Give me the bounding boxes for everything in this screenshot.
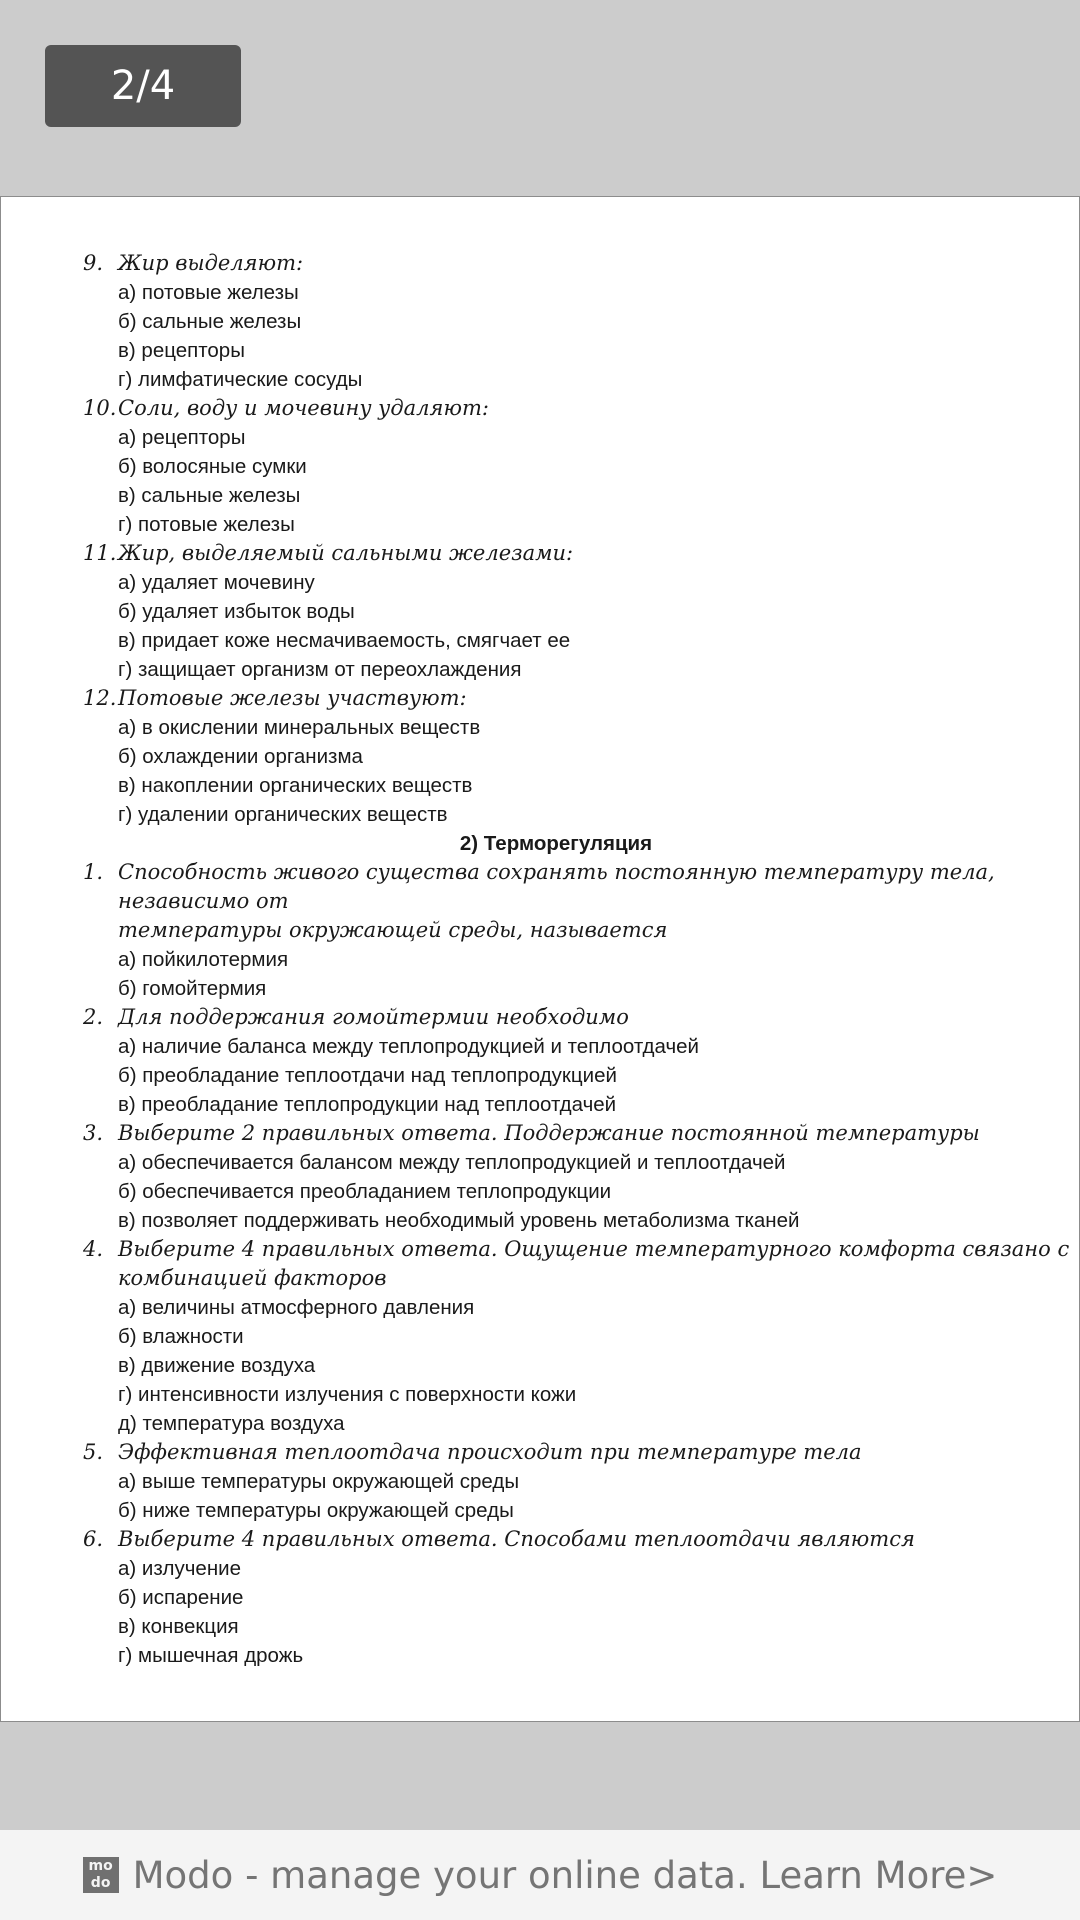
question — [83, 1525, 1029, 1554]
question-text: Выберите 4 правильных ответа. Ощущение температурного комфорта связано с — [118, 1237, 1070, 1261]
question — [83, 1003, 1029, 1032]
question-text: Потовые железы участвуют: — [118, 686, 467, 710]
question — [83, 1119, 1029, 1148]
answer-option: г) лимфатические сосуды — [118, 368, 363, 391]
answer-option: д) температура воздуха — [118, 1412, 345, 1435]
answer-option: а) выше температуры окружающей среды — [118, 1470, 520, 1493]
answer-option: г) удалении органических веществ — [118, 803, 448, 826]
question-text: Жир выделяют: — [118, 251, 304, 275]
question-number: 9. — [83, 251, 104, 275]
question-text: Эффективная теплоотдача происходит при температуре тела — [118, 1440, 862, 1464]
question — [83, 1438, 1029, 1467]
answer-option: в) конвекция — [118, 1615, 239, 1638]
page-indicator: 2/4 — [45, 45, 241, 127]
ad-banner-text[interactable]: Modo - manage your online data. Learn More> — [132, 1853, 998, 1897]
question — [83, 1235, 1070, 1264]
answer-option: б) сальные железы — [118, 310, 302, 333]
question — [83, 858, 1029, 887]
question-text: Выберите 4 правильных ответа. Способами теплоотдачи являются — [118, 1527, 915, 1551]
answer-option: б) удаляет избыток воды — [118, 600, 355, 623]
answer-option: в) движение воздуха — [118, 1354, 316, 1377]
answer-option: а) излучение — [118, 1557, 242, 1580]
answer-option: б) волосяные сумки — [118, 455, 307, 478]
answer-option: в) придает коже несмачиваемость, смягчает ее — [118, 629, 571, 652]
question-number: 3. — [83, 1121, 104, 1145]
question-number: 5. — [83, 1440, 104, 1464]
answer-option: б) испарение — [118, 1586, 244, 1609]
answer-option: а) пойкилотермия — [118, 948, 289, 971]
question-number: 4. — [83, 1237, 104, 1261]
answer-option: б) охлаждении организма — [118, 745, 363, 768]
answer-option: в) позволяет поддерживать необходимый уровень метаболизма тканей — [118, 1209, 800, 1232]
question-text: Способность живого существа сохранять постоянную температуру тела, — [118, 860, 995, 884]
question-text: Соли, воду и мочевину удаляют: — [118, 396, 489, 420]
question-number: 12. — [83, 686, 117, 710]
question-text-continued: независимо от — [118, 889, 289, 913]
document-content — [83, 249, 1070, 1670]
answer-option: а) обеспечивается балансом между теплопродукцией и теплоотдачей — [118, 1151, 786, 1174]
question-text: Для поддержания гомойтермии необходимо — [118, 1005, 629, 1029]
question-number: 1. — [83, 860, 104, 884]
answer-option: а) в окислении минеральных веществ — [118, 716, 481, 739]
question-text-continued: температуры окружающей среды, называется — [118, 918, 668, 942]
question-number: 6. — [83, 1527, 104, 1551]
answer-option: г) защищает организм от переохлаждения — [118, 658, 522, 681]
answer-option: а) удаляет мочевину — [118, 571, 315, 594]
answer-option: г) мышечная дрожь — [118, 1644, 304, 1667]
question-text: Жир, выделяемый сальными железами: — [118, 541, 574, 565]
answer-option: б) преобладание теплоотдачи над теплопродукцией — [118, 1064, 617, 1087]
question — [83, 539, 1029, 568]
answer-option: б) обеспечивается преобладанием теплопродукции — [118, 1180, 612, 1203]
question-number: 11. — [83, 541, 117, 565]
question — [83, 249, 1029, 278]
question-number: 2. — [83, 1005, 104, 1029]
answer-option: б) ниже температуры окружающей среды — [118, 1499, 514, 1522]
ad-banner[interactable] — [0, 1830, 1080, 1920]
question-number: 10. — [83, 396, 117, 420]
answer-option: в) сальные железы — [118, 484, 301, 507]
question — [83, 684, 1029, 713]
answer-option: б) гомойтермия — [118, 977, 267, 1000]
modo-logo-icon: mo do — [83, 1857, 119, 1893]
question — [83, 394, 1029, 423]
answer-option: а) величины атмосферного давления — [118, 1296, 475, 1319]
answer-option: в) преобладание теплопродукции над теплоотдачей — [118, 1093, 617, 1116]
answer-option: г) интенсивности излучения с поверхности кожи — [118, 1383, 577, 1406]
document-page — [0, 196, 1080, 1722]
answer-option: в) рецепторы — [118, 339, 245, 362]
answer-option: а) потовые железы — [118, 281, 299, 304]
answer-option: б) влажности — [118, 1325, 244, 1348]
question-text: Выберите 2 правильных ответа. Поддержание постоянной температуры — [118, 1121, 980, 1145]
question-text-continued: комбинацией факторов — [118, 1266, 387, 1290]
answer-option: а) рецепторы — [118, 426, 246, 449]
answer-option: в) накоплении органических веществ — [118, 774, 473, 797]
answer-option: г) потовые железы — [118, 513, 295, 536]
section-heading: 2) Терморегуляция — [459, 832, 653, 855]
answer-option: а) наличие баланса между теплопродукцией и теплоотдачей — [118, 1035, 700, 1058]
